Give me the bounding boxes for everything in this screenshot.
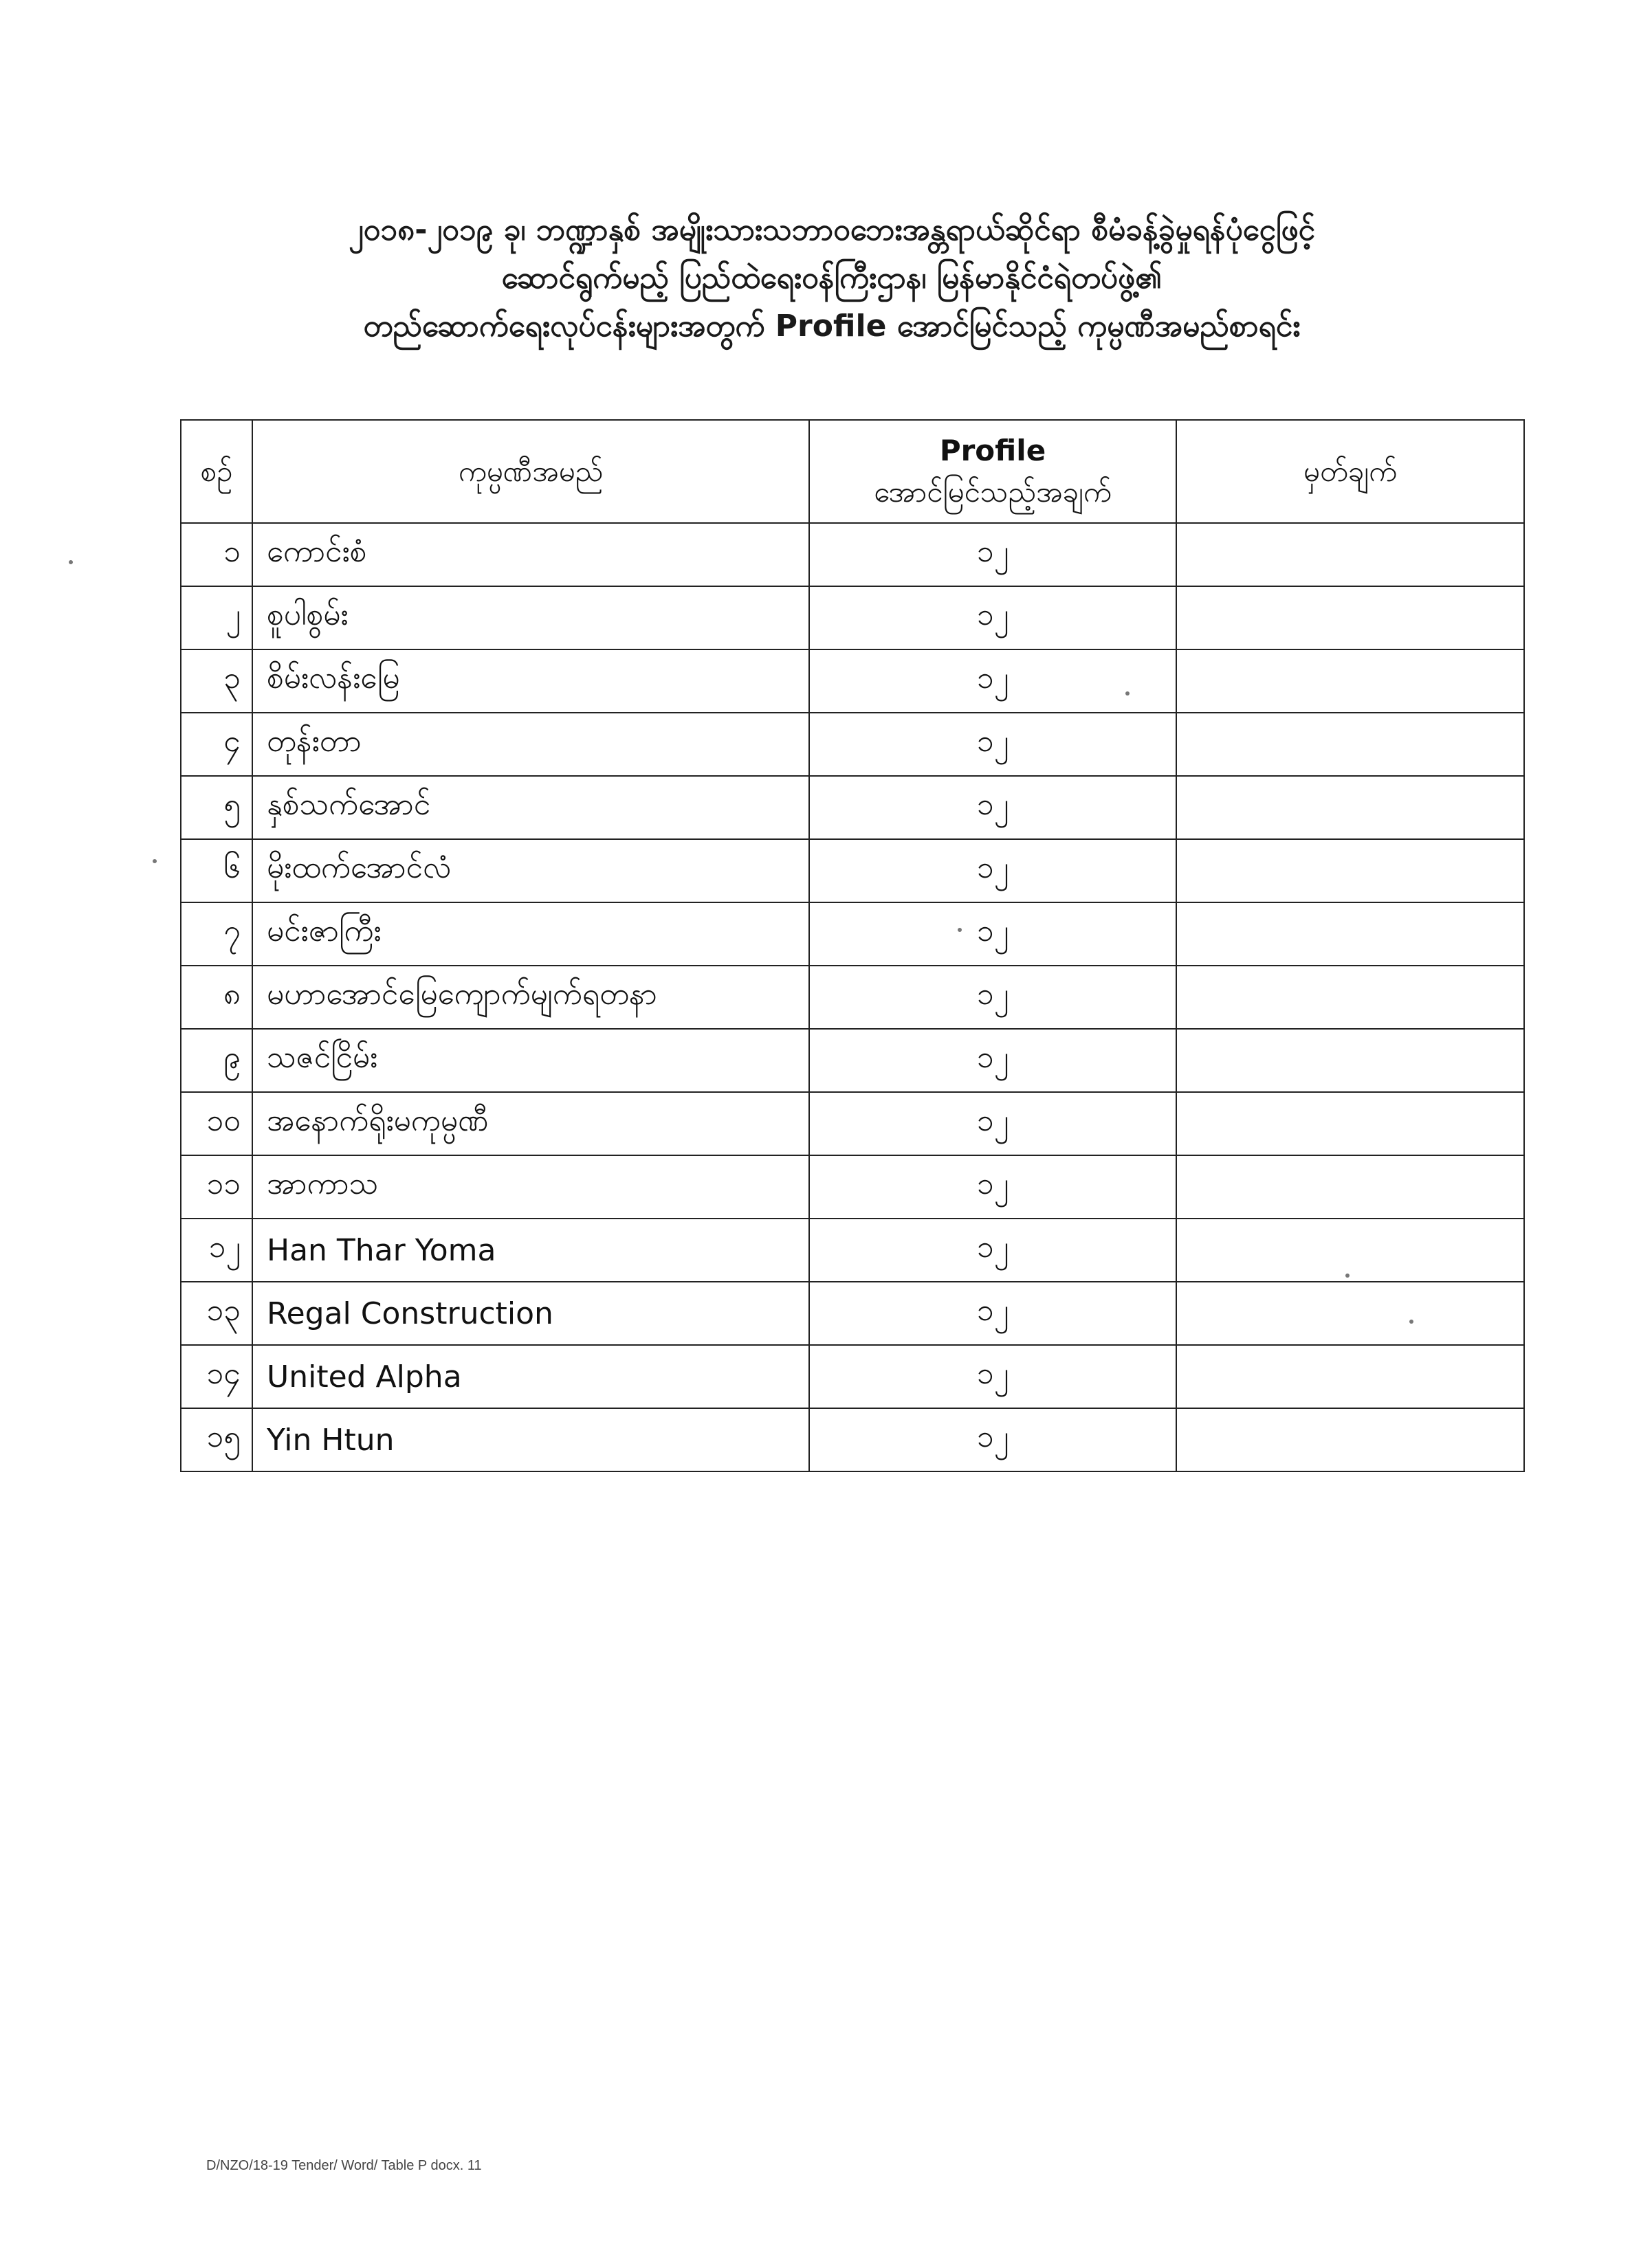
profile-score: ၁၂ — [809, 1345, 1176, 1408]
table-row — [181, 1345, 1524, 1408]
table-row — [181, 1282, 1524, 1345]
row-number: ၁ — [181, 523, 252, 586]
remark — [1176, 839, 1524, 902]
row-number: ၇ — [181, 902, 252, 966]
table-row — [181, 713, 1524, 776]
remark — [1176, 1345, 1524, 1408]
remark — [1176, 1029, 1524, 1092]
remark — [1176, 1282, 1524, 1345]
row-number: ၁၀ — [181, 1092, 252, 1155]
company-name: မိုးထက်အောင်လံ — [252, 839, 809, 902]
table-row — [181, 1155, 1524, 1219]
row-number: ၉ — [181, 1029, 252, 1092]
table-row — [181, 902, 1524, 966]
company-name: မင်းဇာကြီး — [252, 902, 809, 966]
profile-score: ၁၂ — [809, 1282, 1176, 1345]
header-profile-score-line2: အောင်မြင်သည့်အချက် — [874, 475, 1112, 509]
profile-score: ၁၂ — [809, 839, 1176, 902]
company-name: ကောင်းစံ — [252, 523, 809, 586]
table-row — [181, 839, 1524, 902]
table-row — [181, 1029, 1524, 1092]
company-name: Han Thar Yoma — [252, 1219, 809, 1282]
row-number: ၂ — [181, 586, 252, 649]
company-name: စူပါစွမ်း — [252, 586, 809, 649]
row-number: ၁၁ — [181, 1155, 252, 1219]
row-number: ၈ — [181, 966, 252, 1029]
remark — [1176, 523, 1524, 586]
remark — [1176, 649, 1524, 713]
table-header-row — [181, 420, 1524, 523]
title-line-1: ၂၀၁၈-၂၀၁၉ ခု၊ ဘဏ္ဍာနှစ် အမျိုးသားသဘာဝဘေးအန္တရာယ်ဆိုင်ရာ စီမံခန့်ခွဲမှုရန်ပုံငွေဖြင့် — [349, 212, 1315, 247]
company-name: အနောက်ရိုးမကုမ္ပဏီ — [252, 1092, 809, 1155]
row-number: ၁၂ — [181, 1219, 252, 1282]
remark — [1176, 776, 1524, 839]
header-no: စဉ် — [181, 420, 252, 523]
table-row — [181, 1092, 1524, 1155]
row-number: ၁၄ — [181, 1345, 252, 1408]
row-number: ၁၅ — [181, 1408, 252, 1471]
row-number: ၅ — [181, 776, 252, 839]
profile-score: ၁၂ — [809, 1155, 1176, 1219]
title-line-3: တည်ဆောက်ရေးလုပ်ငန်းများအတွက် Profile အောင်မြင်သည့် ကုမ္ပဏီအမည်စာရင်း — [363, 309, 1301, 344]
table-row — [181, 1408, 1524, 1471]
profile-score: ၁၂ — [809, 1408, 1176, 1471]
scan-speck — [1409, 1320, 1413, 1324]
title-line-2: ဆောင်ရွက်မည့် ပြည်ထဲရေးဝန်ကြီးဌာန၊ မြန်မာနိုင်ငံရဲတပ်ဖွဲ့၏ — [501, 260, 1163, 296]
profile-score: ၁၂ — [809, 1219, 1176, 1282]
row-number: ၁၃ — [181, 1282, 252, 1345]
profile-score: ၁၂ — [809, 966, 1176, 1029]
profile-score: ၁၂ — [809, 902, 1176, 966]
remark — [1176, 1219, 1524, 1282]
company-name: Yin Htun — [252, 1408, 809, 1471]
header-company-name: ကုမ္ပဏီအမည် — [252, 420, 809, 523]
remark — [1176, 1155, 1524, 1219]
scan-speck — [69, 560, 73, 564]
profile-score: ၁၂ — [809, 586, 1176, 649]
footer-file-path: D/NZO/18-19 Tender/ Word/ Table P docx. 11 — [206, 2158, 482, 2173]
remark — [1176, 902, 1524, 966]
table-row — [181, 586, 1524, 649]
scan-speck — [1125, 691, 1130, 696]
company-name: သဇင်ငြိမ်း — [252, 1029, 809, 1092]
remark — [1176, 586, 1524, 649]
company-name: နှစ်သက်အောင် — [252, 776, 809, 839]
table-row — [181, 523, 1524, 586]
company-name: စိမ်းလန်းမြေ — [252, 649, 809, 713]
company-table — [180, 419, 1525, 1472]
scan-speck — [958, 928, 962, 932]
company-name: တုန်းတာ — [252, 713, 809, 776]
profile-score: ၁၂ — [809, 523, 1176, 586]
remark — [1176, 966, 1524, 1029]
company-name: Regal Construction — [252, 1282, 809, 1345]
table-row — [181, 966, 1524, 1029]
profile-score: ၁၂ — [809, 1029, 1176, 1092]
row-number: ၄ — [181, 713, 252, 776]
profile-score: ၁၂ — [809, 1092, 1176, 1155]
document-title — [206, 206, 1457, 351]
profile-score: ၁၂ — [809, 713, 1176, 776]
table-row — [181, 776, 1524, 839]
profile-score: ၁၂ — [809, 649, 1176, 713]
scan-speck — [153, 859, 157, 863]
company-name: United Alpha — [252, 1345, 809, 1408]
header-profile-score — [809, 420, 1176, 523]
remark — [1176, 713, 1524, 776]
company-name: အာကာသ — [252, 1155, 809, 1219]
table-row — [181, 649, 1524, 713]
profile-score: ၁၂ — [809, 776, 1176, 839]
header-remark: မှတ်ချက် — [1176, 420, 1524, 523]
table-row — [181, 1219, 1524, 1282]
row-number: ၃ — [181, 649, 252, 713]
header-profile-score-line1: Profile — [939, 434, 1046, 467]
scan-speck — [1345, 1274, 1350, 1278]
company-name: မဟာအောင်မြေကျောက်မျက်ရတနာ — [252, 966, 809, 1029]
remark — [1176, 1092, 1524, 1155]
table-body — [181, 523, 1524, 1471]
row-number: ၆ — [181, 839, 252, 902]
remark — [1176, 1408, 1524, 1471]
